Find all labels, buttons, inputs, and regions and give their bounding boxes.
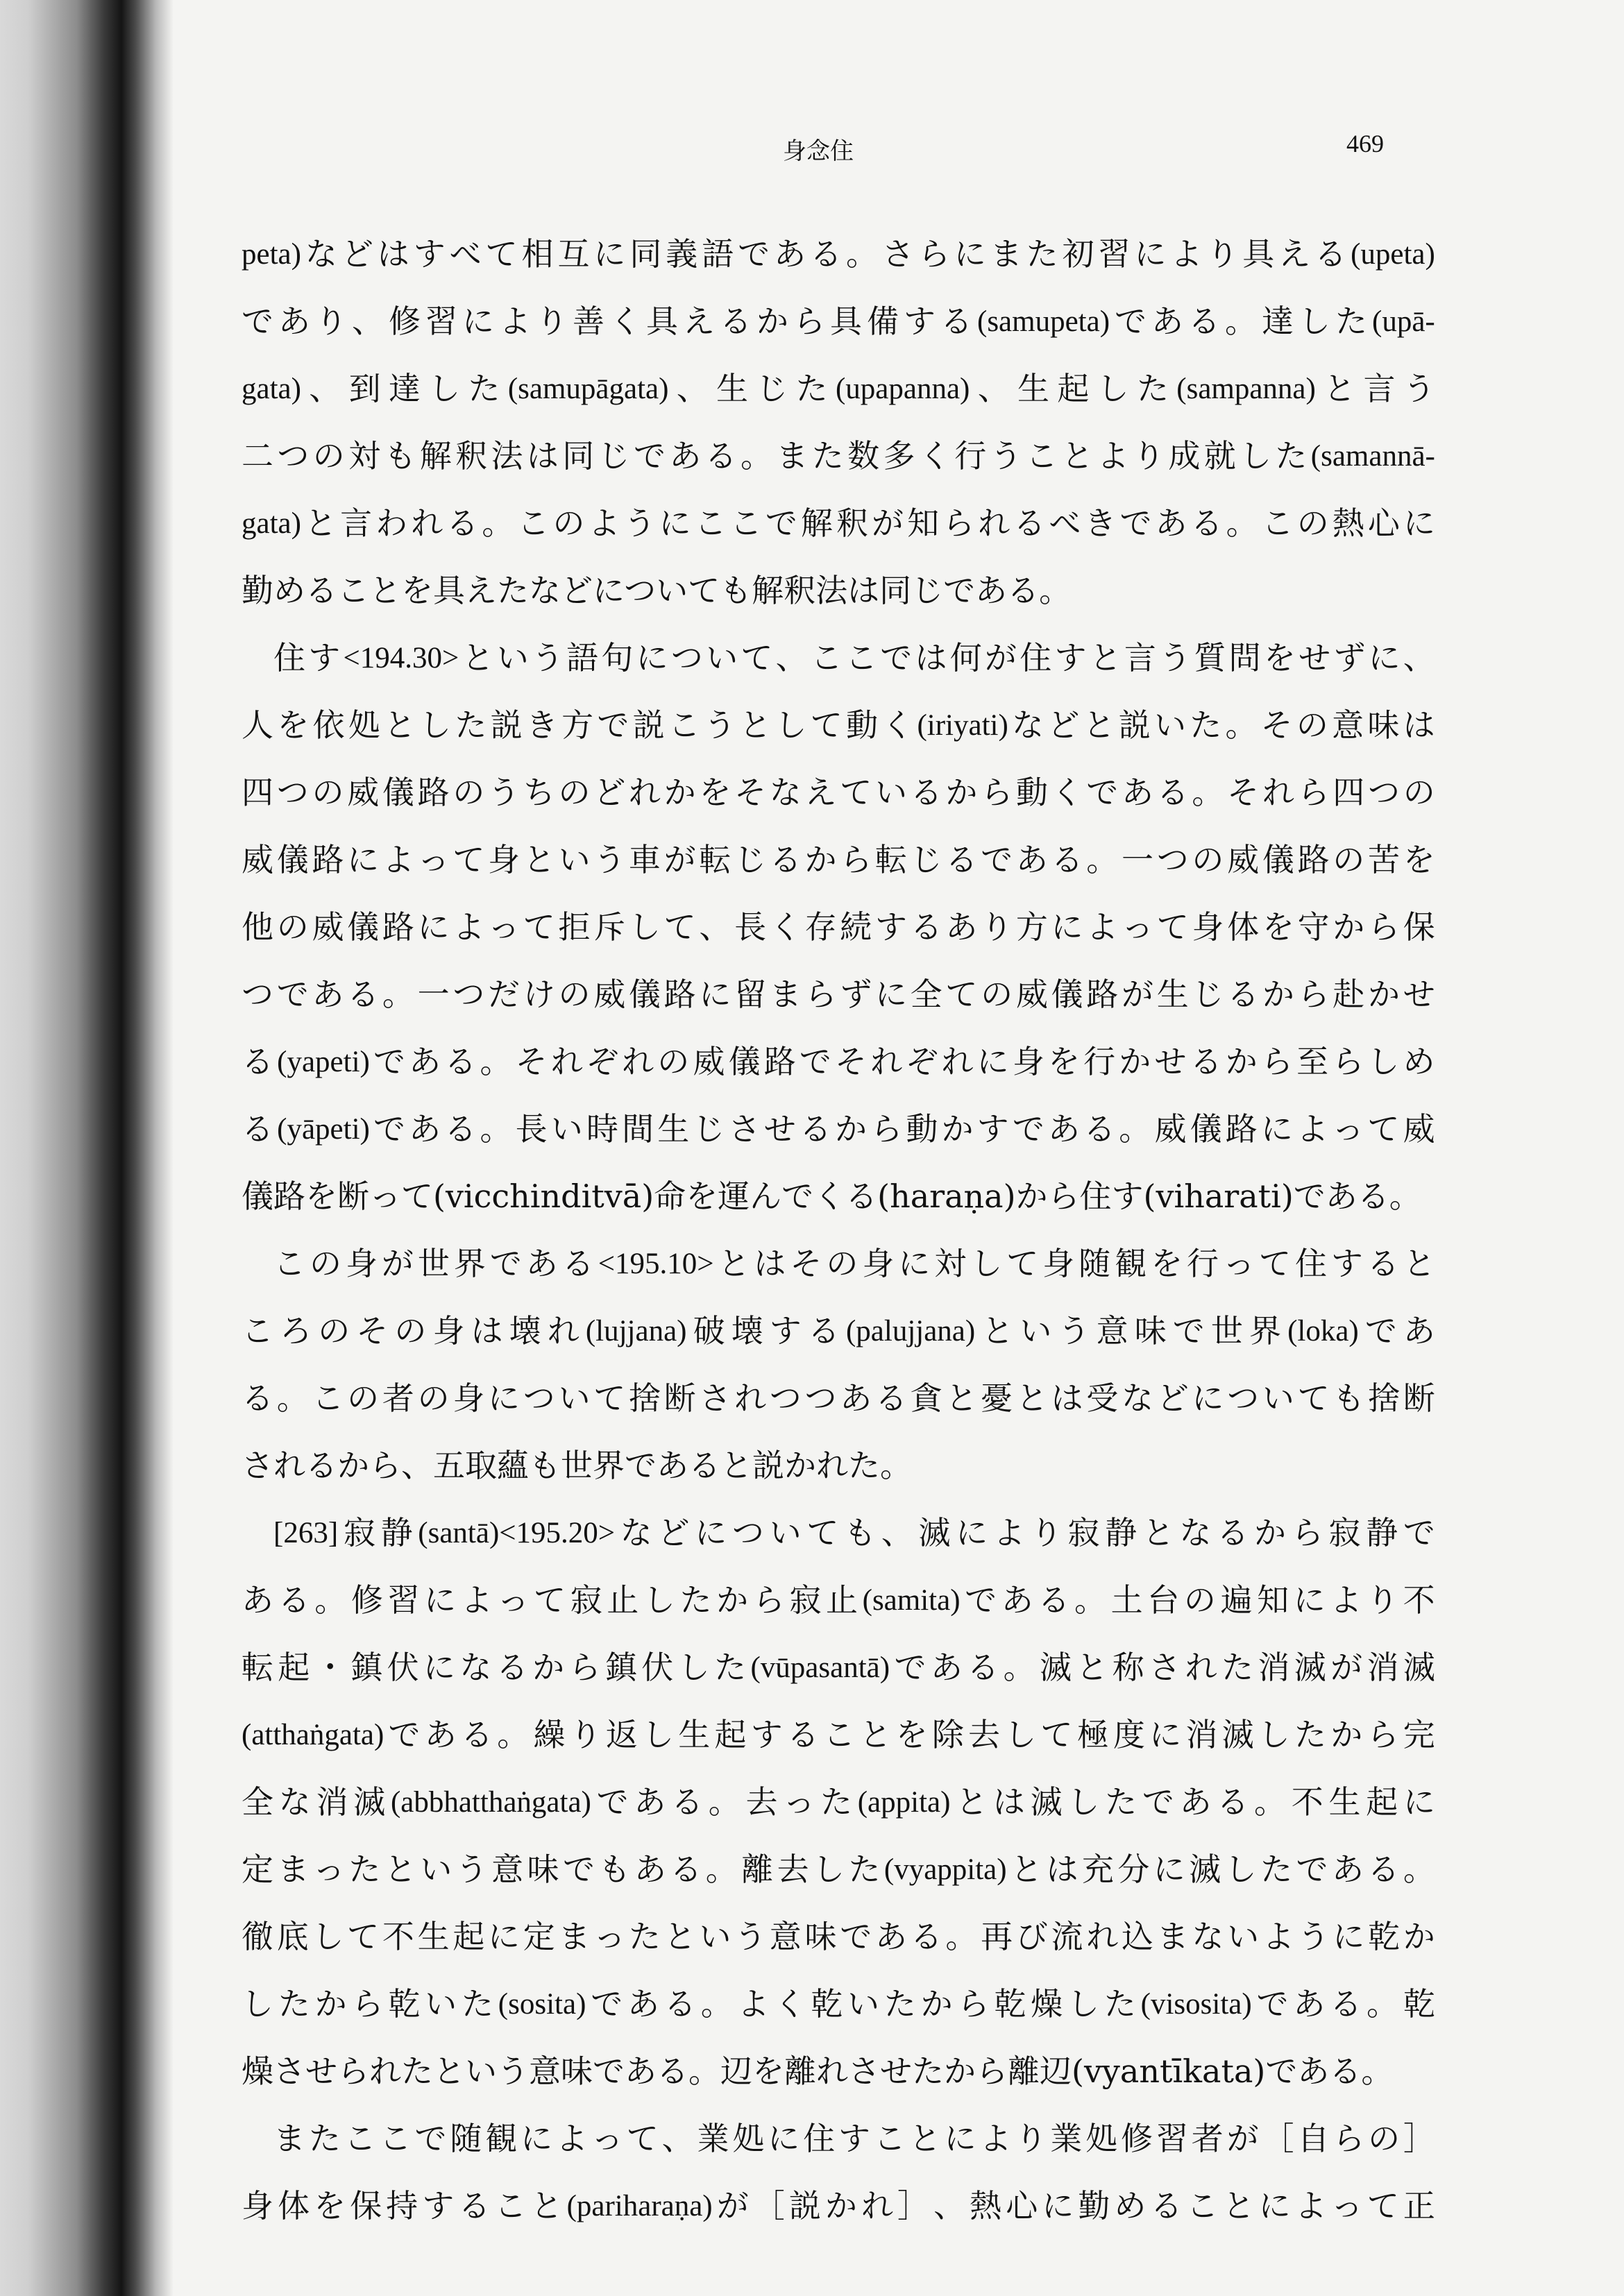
text-line: る (yāpeti) で あ る 。 長 い 時 間 生 じ さ せ る か ら 動 か す で あ る 。 威 儀 路 に よ っ て 威 (242, 1110, 1435, 1148)
text-line: る (yapeti) で あ る 。 そ れ ぞ れ の 威 儀 路 で そ れ ぞ れ に 身 を 行 か せ る か ら 至 ら し め (242, 1043, 1435, 1080)
text-line: 身 体 を 保 持 す る こ と (pariharaṇa) が ［ 説 か れ ］ 、 熱 心 に 勤 め る こ と に よ っ て 正 (242, 2187, 1435, 2225)
text-line: ま た こ こ で 随 観 に よ っ て 、 業 処 に 住 す こ と に よ り 業 処 修 習 者 が ［ 自 ら の ］ (273, 2120, 1435, 2157)
text-line: 燥させられたという意味である。辺を離れさせたから離辺(vyantīkata)である。 (242, 2052, 1394, 2090)
text-line: (atthaṅgata) で あ る 。 繰 り 返 し 生 起 す る こ と を 除 去 し て 極 度 に 消 滅 し た か ら 完 (242, 1716, 1435, 1753)
text-line: 人 を 依 処 と し た 説 き 方 で 説 こ う と し て 動 く (iriyati) な ど と 説 い た 。 そ の 意 味 は (242, 706, 1435, 744)
text-line: 住 す <194.30> と い う 語 句 に つ い て 、 こ こ で は 何 が 住 す と 言 う 質 問 を せ ず に 、 (273, 639, 1435, 677)
paragraph (242, 221, 1435, 624)
text-line: 定 ま っ た と い う 意 味 で も あ る 。 離 去 し た (vyappita) と は 充 分 に 滅 し た で あ る 。 (242, 1851, 1435, 1888)
text-line: [263] 寂 静 (santā)<195.20> な ど に つ い て も 、 滅 に よ り 寂 静 と な る か ら 寂 静 で (273, 1514, 1435, 1551)
text-line: 勤めることを具えたなどについても解釈法は同じである。 (242, 572, 1072, 609)
text-line: で あ り 、 修 習 に よ り 善 く 具 え る か ら 具 備 す る (samupeta) で あ る 。 達 し た (upā- (242, 303, 1435, 340)
paragraph (242, 2105, 1435, 2240)
paragraph (242, 624, 1435, 1230)
text-line: 徹 底 し て 不 生 起 に 定 ま っ た と い う 意 味 で あ る 。 再 び 流 れ 込 ま な い よ う に 乾 か (242, 1918, 1435, 1955)
text-line: 四 つ の 威 儀 路 の う ち の ど れ か を そ な え て い る か ら 動 く で あ る 。 そ れ ら 四 つ の (242, 774, 1435, 811)
body-text (242, 221, 1435, 2240)
page-number: 469 (1346, 130, 1384, 158)
text-line: 転 起 ・ 鎮 伏 に な る か ら 鎮 伏 し た (vūpasantā) で あ る 。 滅 と 称 さ れ た 消 滅 が 消 滅 (242, 1649, 1435, 1686)
text-line: る 。 こ の 者 の 身 に つ い て 捨 断 さ れ つ つ あ る 貪 と 憂 と は 受 な ど に つ い て も 捨 断 (242, 1379, 1435, 1417)
paragraph (242, 1499, 1435, 2105)
text-line: 威 儀 路 に よ っ て 身 と い う 車 が 転 じ る か ら 転 じ る で あ る 。 一 つ の 威 儀 路 の 苦 を (242, 841, 1435, 878)
text-line: gata) 、 到 達 し た (samupāgata) 、 生 じ た (upapanna) 、 生 起 し た (sampanna) と 言 う (242, 370, 1435, 407)
text-line: こ ろ の そ の 身 は 壊 れ (lujjana) 破 壊 す る (palujjana) と い う 意 味 で 世 界 (loka) で あ (242, 1312, 1435, 1350)
text-line: されるから、五取蘊も世界であると説かれた。 (242, 1447, 912, 1484)
running-header (0, 132, 1624, 167)
text-line: し た か ら 乾 い た (sosita) で あ る 。 よ く 乾 い た か ら 乾 燥 し た (visosita) で あ る 。 乾 (242, 1985, 1435, 2023)
text-line: peta) な ど は す べ て 相 互 に 同 義 語 で あ る 。 さ ら に ま た 初 習 に よ り 具 え る (upeta) (242, 235, 1435, 273)
text-line: gata) と 言 わ れ る 。 こ の よ う に こ こ で 解 釈 が 知 ら れ る べ き で あ る 。 こ の 熱 心 に (242, 504, 1435, 542)
text-line: 儀路を断って(vicchinditvā)命を運んでくる(haraṇa)から住す(viharati)である。 (242, 1177, 1421, 1215)
text-line: つ で あ る 。 一 つ だ け の 威 儀 路 に 留 ま ら ず に 全 て の 威 儀 路 が 生 じ る か ら 赴 か せ (242, 976, 1435, 1013)
text-line: 全 な 消 滅 (abbhatthaṅgata) で あ る 。 去 っ た (appita) と は 滅 し た で あ る 。 不 生 起 に (242, 1783, 1435, 1821)
paragraph (242, 1230, 1435, 1499)
text-line: 二 つ の 対 も 解 釈 法 は 同 じ で あ る 。 ま た 数 多 く 行 う こ と よ り 成 就 し た (samannā- (242, 437, 1435, 475)
text-line: こ の 身 が 世 界 で あ る <195.10> と は そ の 身 に 対 し て 身 随 観 を 行 っ て 住 す る と (273, 1245, 1435, 1282)
running-title: 身念住 (783, 137, 854, 165)
text-line: 他 の 威 儀 路 に よ っ て 拒 斥 し て 、 長 く 存 続 す る あ り 方 に よ っ て 身 体 を 守 か ら 保 (242, 908, 1435, 946)
text-line: あ る 。 修 習 に よ っ て 寂 止 し た か ら 寂 止 (samita) で あ る 。 土 台 の 遍 知 に よ り 不 (242, 1581, 1435, 1619)
